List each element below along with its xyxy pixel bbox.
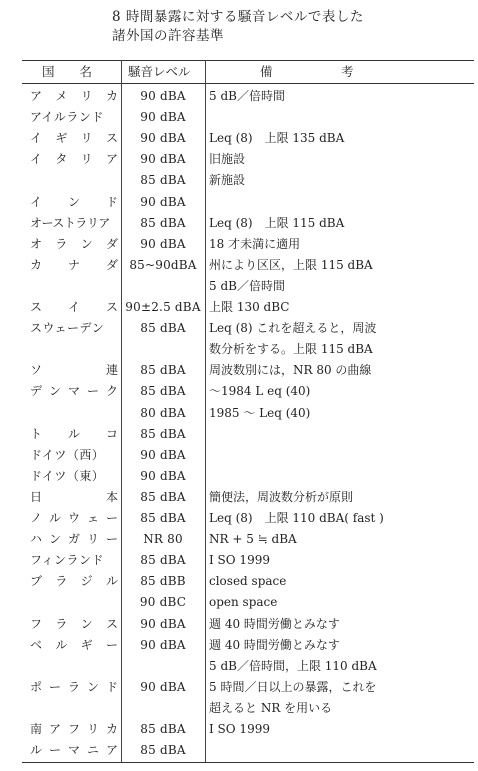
noise-level-cell: 90 dBA [140, 236, 186, 251]
table-row [0, 148, 478, 170]
table-row [0, 296, 478, 318]
remarks-cell: 5 dB／倍時間 [209, 278, 285, 293]
table-row [0, 486, 478, 508]
country-cell: ノ ル ウ ェ ー [30, 511, 118, 525]
country-cell: フィンランド [30, 553, 105, 568]
header-remarks: 備 考 [260, 64, 355, 79]
country-cell: イ ン ド [30, 194, 118, 209]
remarks-cell: 簡便法，周波数分析が原則 [209, 489, 354, 504]
table-row [0, 591, 478, 613]
country-cell: ア メ リ カ [30, 89, 118, 103]
remarks-cell: 新施設 [209, 173, 246, 188]
remarks-cell: 周波数別には，NR 80 の曲線 [209, 363, 372, 378]
noise-level-cell: 90 dBA [140, 194, 186, 209]
table-row [0, 676, 478, 698]
noise-level-cell: 90 dBA [140, 110, 186, 125]
table-row [0, 507, 478, 529]
remarks-cell: I SO 1999 [209, 553, 270, 568]
noise-level-cell: 90±2.5 dBA [125, 300, 201, 314]
remarks-cell: Leq (8) これを超えると，周波 [209, 321, 377, 336]
noise-level-cell: 85 dBA [140, 743, 186, 758]
table-row [0, 317, 478, 339]
remarks-cell: open space [209, 595, 278, 610]
table-row [0, 549, 478, 571]
table-row [0, 338, 478, 360]
country-cell: デ ン マ ー ク [30, 384, 118, 399]
header-noise-level: 騒音レベル [128, 64, 191, 79]
remarks-cell: ～1984 L eq (40) [209, 384, 311, 399]
table-row [0, 718, 478, 740]
table-row [0, 359, 478, 381]
noise-level-cell: 90 dBA [140, 89, 186, 103]
remarks-cell: 週 40 時間労働とみなす [209, 637, 340, 652]
table-row [0, 528, 478, 550]
country-cell: ト ル コ [30, 426, 118, 441]
table-row [0, 739, 478, 761]
country-cell: ブ ラ ジ ル [30, 574, 118, 589]
country-cell: アイルランド [30, 110, 104, 125]
noise-level-cell: 85 dBA [140, 489, 186, 504]
noise-level-cell: 90 dBA [140, 152, 186, 167]
remarks-cell: 上限 130 dBC [209, 300, 290, 314]
country-cell: ドイツ（東） [30, 468, 105, 483]
table-row [0, 85, 478, 107]
noise-level-cell: 85 dBA [140, 215, 186, 230]
noise-level-cell: 85 dBA [140, 363, 186, 378]
table-row [0, 254, 478, 276]
header-country: 国 名 [42, 64, 93, 79]
table-row [0, 106, 478, 128]
table-row [0, 233, 478, 255]
table-row [0, 191, 478, 213]
table-row [0, 275, 478, 297]
remarks-cell: I SO 1999 [209, 722, 270, 736]
remarks-cell: 5 dB／倍時間 [209, 89, 285, 103]
table-row [0, 697, 478, 719]
title-line-2: 諸外国の許容基準 [112, 28, 224, 44]
remarks-cell: Leq (8) 上限 115 dBA [209, 215, 345, 230]
table-row [0, 655, 478, 677]
noise-level-cell: 90 dBA [140, 131, 186, 146]
country-cell: ポ ー ラ ン ド [30, 679, 118, 694]
noise-level-cell: 90 dBA [140, 637, 186, 652]
remarks-cell: closed space [209, 574, 287, 589]
noise-level-cell: 90 dBA [140, 447, 186, 462]
noise-level-cell: 85 dBA [140, 173, 186, 188]
table-row [0, 613, 478, 635]
noise-level-cell: 80 dBA [140, 405, 186, 420]
noise-level-cell: 90 dBA [140, 616, 186, 631]
remarks-cell: 数分析をする。上限 115 dBA [209, 342, 373, 357]
country-cell: カ ナ ダ [30, 257, 118, 272]
noise-level-cell: 85 dBA [140, 426, 186, 441]
header-bottom-rule [22, 83, 474, 84]
country-cell: ハ ン ガ リ ー [30, 532, 118, 547]
table-row [0, 634, 478, 656]
table-bottom-rule [22, 762, 474, 763]
noise-level-cell: 85 dBA [140, 321, 186, 336]
noise-level-cell: 85 dBA [140, 511, 186, 525]
noise-level-cell: 85 dBA [140, 722, 186, 736]
table-row [0, 380, 478, 402]
noise-level-cell: 85 dBA [140, 553, 186, 568]
table-row [0, 423, 478, 445]
country-cell: オーストラリア [30, 215, 110, 230]
table-row [0, 465, 478, 487]
remarks-cell: 旧施設 [209, 152, 246, 167]
remarks-cell: 週 40 時間労働とみなす [209, 616, 340, 631]
noise-level-cell: 85~90dBA [129, 257, 197, 272]
table-row [0, 212, 478, 234]
country-cell: ベ ル ギ ー [30, 637, 118, 652]
country-cell: ス イ ス [30, 300, 118, 314]
table-row [0, 169, 478, 191]
remarks-cell: 州により区区，上限 115 dBA [209, 257, 373, 272]
table-row [0, 570, 478, 592]
country-cell: イ ギ リ ス [30, 131, 118, 146]
table-row [0, 444, 478, 466]
country-cell: ル ー マ ニ ア [30, 743, 118, 758]
title-line-1: 8 時間暴露に対する騒音レベルで表した [112, 9, 364, 25]
remarks-cell: NR + 5 ≒ dBA [209, 532, 297, 547]
remarks-cell: 5 時間／日以上の暴露，これを [209, 679, 377, 694]
country-cell: イ タ リ ア [30, 152, 118, 167]
remarks-cell: Leq (8) 上限 110 dBA( fast ) [209, 511, 384, 525]
noise-level-cell: 85 dBB [140, 574, 186, 589]
table-row [0, 402, 478, 424]
remarks-cell: 超えると NR を用いる [209, 700, 333, 715]
document-title [112, 8, 364, 46]
country-cell: オ ラ ン ダ [30, 236, 118, 251]
country-cell: スウェーデン [30, 321, 105, 336]
remarks-cell: 18 才未満に適用 [209, 236, 301, 251]
table-top-rule [22, 60, 474, 61]
table-row [0, 127, 478, 149]
noise-level-cell: 90 dBC [139, 595, 187, 610]
country-cell: フ ラ ン ス [30, 616, 118, 631]
country-cell: ドイツ（西） [30, 447, 105, 462]
remarks-cell: 5 dB／倍時間，上限 110 dBA [209, 658, 377, 673]
noise-level-cell: 90 dBA [140, 679, 186, 694]
noise-level-cell: 85 dBA [140, 384, 186, 399]
noise-level-cell: 90 dBA [140, 468, 186, 483]
noise-level-cell: NR 80 [143, 532, 183, 547]
country-cell: 日 本 [30, 489, 118, 504]
remarks-cell: Leq (8) 上限 135 dBA [209, 131, 345, 146]
country-cell: ソ 連 [30, 363, 118, 378]
remarks-cell: 1985 ～ Leq (40) [209, 405, 311, 420]
country-cell: 南 ア フ リ カ [30, 722, 118, 736]
